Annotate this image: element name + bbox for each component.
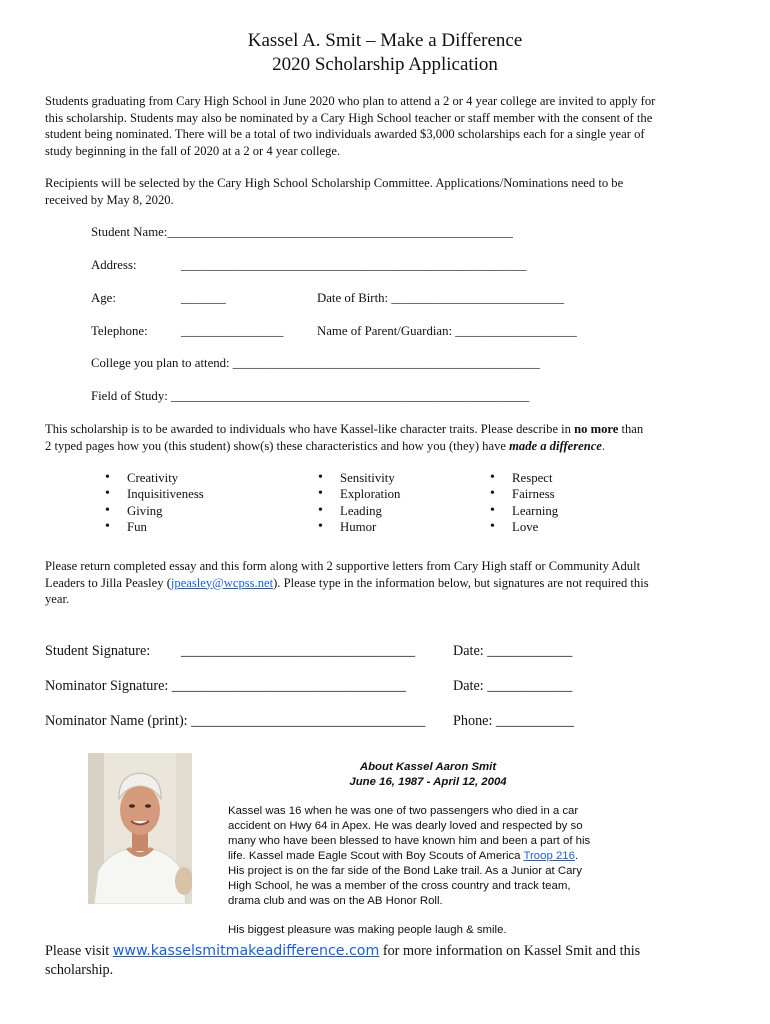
parent-guardian-field[interactable]: Name of Parent/Guardian: ___________________: [317, 324, 577, 338]
student-signature-field[interactable]: _________________________________: [181, 643, 416, 659]
kassel-photo: [88, 753, 192, 904]
field-of-study-field[interactable]: Field of Study: ________________________________________________________: [91, 389, 530, 403]
about-heading: About Kassel Aaron Smit: [359, 761, 497, 773]
traits-list-3: [490, 470, 558, 536]
return-paragraph: Please return completed essay and this form along with 2 supportive letters from Cary High staff or Community Adult Leaders to Jilla Peasley (jpeasley@wcpss.net). Please type in the information below, but signatures are not required this year.: [45, 559, 649, 606]
address-field[interactable]: ______________________________________________________: [181, 258, 527, 272]
student-date-field[interactable]: Date: ____________: [453, 643, 573, 659]
telephone-label: Telephone:: [91, 324, 148, 338]
college-field[interactable]: College you plan to attend: ________________________________________________: [91, 356, 540, 370]
address-label: Address:: [91, 258, 137, 272]
nominator-name-field[interactable]: Nominator Name (print): _________________________________: [45, 713, 426, 729]
page-subtitle: 2020 Scholarship Application: [272, 54, 498, 75]
list-item: • Leading: [318, 503, 400, 519]
footer-text: Please visit www.kasselsmitmakeadifference.com for more information on Kassel Smit and this scholarship.: [45, 943, 641, 978]
student-signature-label: Student Signature:: [45, 643, 151, 659]
list-item: • Learning: [490, 503, 558, 519]
nominator-signature-field[interactable]: Nominator Signature: _________________________________: [45, 678, 406, 694]
list-item: • Fun: [105, 519, 204, 535]
list-item: • Exploration: [318, 486, 400, 502]
about-text: Kassel was 16 when he was one of two passengers who died in a car accident on Hwy 64 in Apex. He was dearly loved and respected by so many who have been blessed to have known him and been a part of his life. Kassel made Eagle Scout with Boy Scouts of America Troop 216. His project is on the far side of the Bond Lake trail. As a Junior at Cary High School, he was a member of the cross country and track team, drama club and was on the AB Honor Roll.: [228, 805, 591, 907]
student-name-field[interactable]: Student Name:______________________________________________________: [91, 225, 513, 239]
traits-paragraph: This scholarship is to be awarded to individuals who have Kassel-like character traits. Please describe in no more than 2 typed pages how you (this student) show(s) these characteristics and how you (they) have made a difference.: [45, 422, 644, 453]
intro-paragraph: Students graduating from Cary High School in June 2020 who plan to attend a 2 or 4 year college are invited to apply for this scholarship. Students may also be nominated by a Cary High School teacher or staff member with the consent of the student being nominated. There will be a total of two individuals awarded $3,000 scholarships each for a single year of study beginning in the fall of 2020 at a 2 or 4 year college.: [45, 94, 656, 158]
website-link[interactable]: www.kasselsmitmakeadifference.com: [112, 943, 380, 959]
phone-field[interactable]: Phone: ___________: [453, 713, 574, 729]
selection-paragraph: Recipients will be selected by the Cary High School Scholarship Committee. Applications/Nominations need to be received by May 8, 2020.: [45, 176, 624, 207]
email-link[interactable]: jpeasley@wcpss.net: [170, 575, 274, 590]
list-item: • Inquisitiveness: [105, 486, 204, 502]
age-field[interactable]: _______: [181, 291, 226, 305]
portrait-image: [88, 753, 192, 904]
page-title: Kassel A. Smit – Make a Difference: [247, 30, 523, 51]
list-item: • Fairness: [490, 486, 558, 502]
list-item: • Creativity: [105, 470, 204, 486]
about-closing: His biggest pleasure was making people laugh & smile.: [228, 924, 507, 936]
troop-link[interactable]: Troop 216: [523, 850, 575, 862]
list-item: • Humor: [318, 519, 400, 535]
about-dates: June 16, 1987 - April 12, 2004: [349, 776, 507, 788]
list-item: • Respect: [490, 470, 558, 486]
nominator-date-field[interactable]: Date: ____________: [453, 678, 573, 694]
traits-list-2: [318, 470, 400, 536]
list-item: • Love: [490, 519, 558, 535]
traits-list-1: [105, 470, 204, 536]
list-item: • Sensitivity: [318, 470, 400, 486]
date-of-birth-field[interactable]: Date of Birth: ___________________________: [317, 291, 565, 305]
list-item: • Giving: [105, 503, 204, 519]
age-label: Age:: [91, 291, 116, 305]
telephone-field[interactable]: ________________: [181, 324, 284, 338]
